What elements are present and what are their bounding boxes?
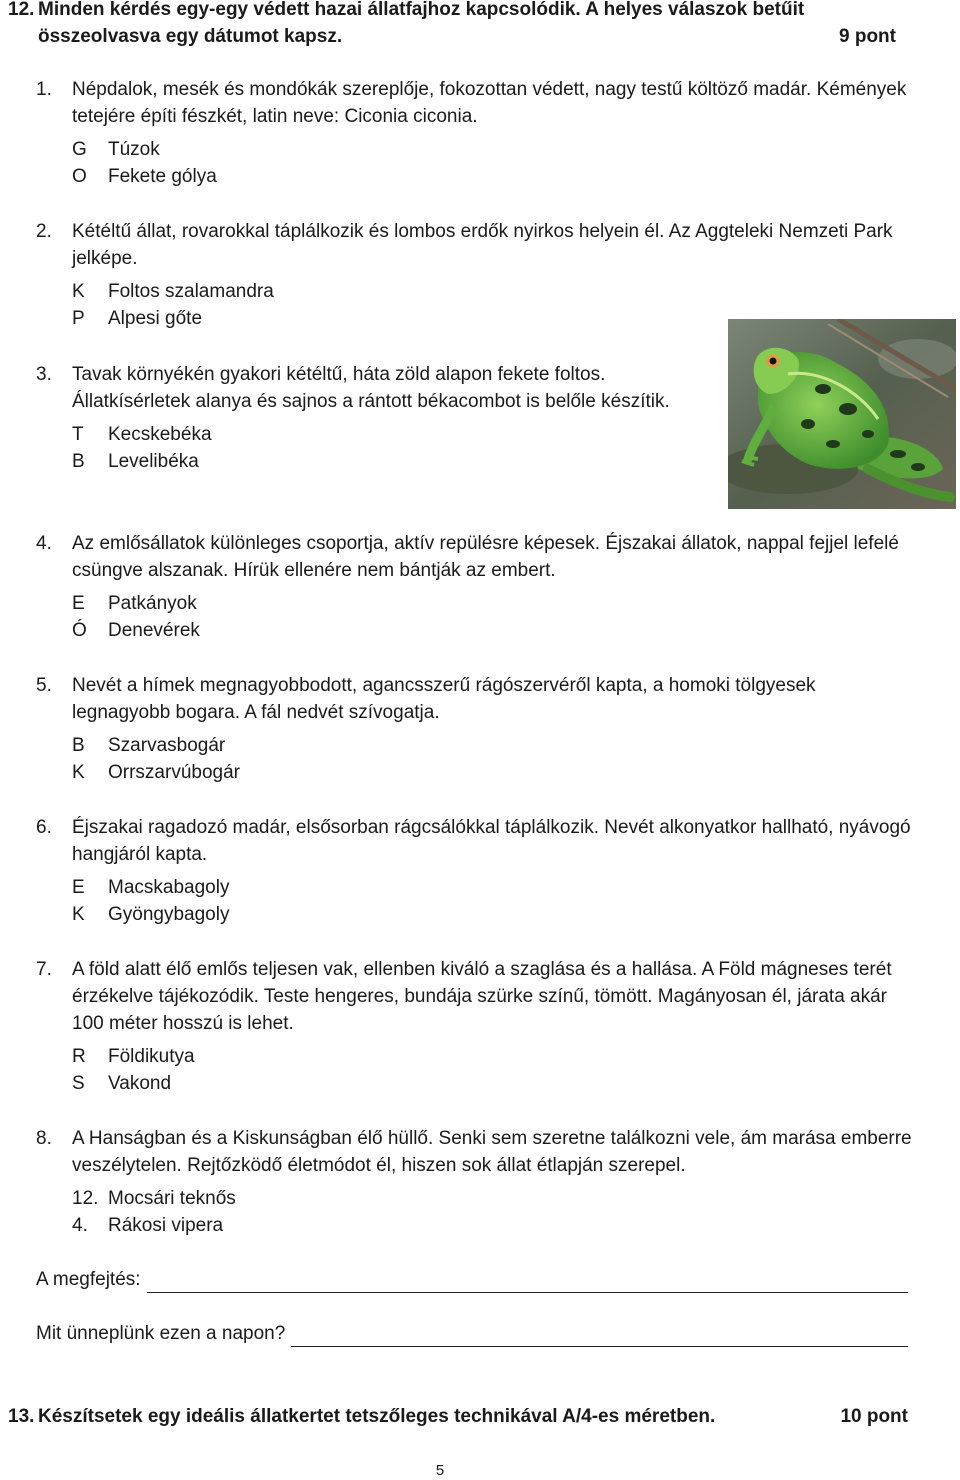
- task-12-heading: [8, 0, 908, 56]
- option-label: Denevérek: [108, 620, 200, 641]
- question-number: 3.: [36, 364, 52, 385]
- option-label: Földikutya: [108, 1046, 195, 1067]
- question-text: Tavak környékén gyakori kétéltű, háta zöld alapon fekete foltos. Állatkísérletek alanya és sajnos a rántott békacombot is belőle készítik.: [72, 364, 670, 412]
- option-label: Fekete gólya: [108, 166, 217, 187]
- question-7: [36, 956, 916, 1097]
- task-title: Készítsetek egy ideális állatkertet tetszőleges technikával A/4-es méretben.: [38, 1406, 716, 1427]
- answer-option[interactable]: [72, 1070, 916, 1097]
- option-letter: E: [72, 593, 85, 614]
- answer-option[interactable]: [72, 901, 916, 928]
- answer-options: [72, 136, 916, 190]
- question-text: Nevét a hímek megnagyobbodott, agancsszerű rágószervéről kapta, a homoki tölgyesek legnagyobb bogara. A fál nedvét szívogatja.: [72, 675, 816, 723]
- option-letter: B: [72, 451, 85, 472]
- task-title-line-2: összeolvasva egy dátumot kapsz.: [38, 26, 343, 47]
- question-number: 5.: [36, 675, 52, 696]
- answer-option[interactable]: [72, 136, 916, 163]
- question-number: 4.: [36, 533, 52, 554]
- option-label: Patkányok: [108, 593, 197, 614]
- task-13-heading: [8, 1403, 908, 1430]
- frog-photo: [728, 319, 956, 509]
- option-label: Orrszarvúbogár: [108, 762, 240, 783]
- celebration-answer-row: [36, 1320, 908, 1347]
- option-label: Alpesi gőte: [108, 308, 203, 329]
- option-label: Kecskebéka: [108, 424, 212, 445]
- task-points: 10 pont: [840, 1406, 908, 1427]
- answer-option[interactable]: [72, 163, 916, 190]
- answer-options: [72, 1185, 916, 1239]
- answer-option[interactable]: [72, 1043, 916, 1070]
- task-title: [38, 0, 838, 50]
- answer-option[interactable]: [72, 732, 916, 759]
- option-letter: K: [72, 904, 85, 925]
- task-number: 12.: [8, 0, 35, 20]
- answer-options: [72, 590, 916, 644]
- answer-option[interactable]: [72, 1212, 916, 1239]
- question-text: Népdalok, mesék és mondókák szereplője, fokozottan védett, nagy testű költöző madár. Kémények tetejére építi fészkét, latin neve: Ciconia ciconia.: [72, 79, 907, 127]
- option-label: Túzok: [108, 139, 160, 160]
- option-letter: P: [72, 308, 85, 329]
- question-5: [36, 672, 916, 786]
- option-letter: S: [72, 1073, 85, 1094]
- option-label: Szarvasbogár: [108, 735, 226, 756]
- page-number: 5: [435, 1462, 445, 1479]
- question-text: Az emlősállatok különleges csoportja, aktív repülésre képesek. Éjszakai állatok, nappal fejjel lefelé csüngve alszanak. Hírük ellenére nem bántják az embert.: [72, 533, 899, 581]
- option-letter: K: [72, 762, 85, 783]
- answer-options: [72, 732, 916, 786]
- option-label: Vakond: [108, 1073, 172, 1094]
- solution-answer-field[interactable]: [147, 1272, 908, 1293]
- option-letter: Ó: [72, 620, 87, 641]
- celebration-label: Mit ünneplünk ezen a napon?: [36, 1323, 286, 1344]
- answer-option[interactable]: [72, 617, 916, 644]
- option-letter: O: [72, 166, 87, 187]
- question-2: [36, 218, 916, 332]
- question-6: [36, 814, 916, 928]
- question-text: Éjszakai ragadozó madár, elsősorban rágcsálókkal táplálkozik. Nevét alkonyatkor hallható, nyávogó hangjáról kapta.: [72, 817, 911, 865]
- question-number: 6.: [36, 817, 52, 838]
- option-letter: E: [72, 877, 85, 898]
- option-label: Mocsári teknős: [108, 1188, 236, 1209]
- task-points: 9 pont: [839, 26, 896, 47]
- option-label: Foltos szalamandra: [108, 281, 274, 302]
- question-text: Kétéltű állat, rovarokkal táplálkozik és lombos erdők nyirkos helyein él. Az Aggteleki Nemzeti Park jelképe.: [72, 221, 893, 269]
- question-4: [36, 530, 916, 644]
- answer-options: [72, 1043, 916, 1097]
- option-label: Levelibéka: [108, 451, 199, 472]
- task-title-line-1: Minden kérdés egy-egy védett hazai állatfajhoz kapcsolódik. A helyes válaszok betűit: [38, 0, 805, 20]
- option-letter: G: [72, 139, 87, 160]
- question-number: 8.: [36, 1128, 52, 1149]
- answer-options: [72, 874, 916, 928]
- question-number: 1.: [36, 79, 52, 100]
- option-letter: 12.: [72, 1188, 99, 1209]
- question-text: A föld alatt élő emlős teljesen vak, ellenben kiváló a szaglása és a hallása. A Föld mágneses terét érzékelve tájékozódik. Teste hengeres, bundája szürke színű, tömött. Magányosan él, járata akár 100 méter hosszú is lehet.: [72, 959, 892, 1034]
- question-text: A Hanságban és a Kiskunságban élő hüllő. Senki sem szeretne találkozni vele, ám marása emberre veszélytelen. Rejtőzködő életmódot él, hiszen sok állat étlapján szerepel.: [72, 1128, 912, 1176]
- option-letter: R: [72, 1046, 86, 1067]
- option-letter: T: [72, 424, 84, 445]
- option-letter: B: [72, 735, 85, 756]
- question-1: [36, 76, 916, 190]
- task-number: 13.: [8, 1406, 35, 1427]
- celebration-answer-field[interactable]: [291, 1326, 908, 1347]
- answer-option[interactable]: [72, 874, 916, 901]
- option-letter: 4.: [72, 1215, 88, 1236]
- answer-option[interactable]: [72, 1185, 916, 1212]
- answer-option[interactable]: [72, 278, 916, 305]
- question-8: [36, 1125, 916, 1239]
- option-letter: K: [72, 281, 85, 302]
- answer-option[interactable]: [72, 759, 916, 786]
- solution-label: A megfejtés:: [36, 1269, 141, 1290]
- question-number: 2.: [36, 221, 52, 242]
- question-number: 7.: [36, 959, 52, 980]
- solution-answer-row: [36, 1266, 908, 1293]
- option-label: Rákosi vipera: [108, 1215, 224, 1236]
- answer-option[interactable]: [72, 590, 916, 617]
- option-label: Gyöngybagoly: [108, 904, 230, 925]
- option-label: Macskabagoly: [108, 877, 230, 898]
